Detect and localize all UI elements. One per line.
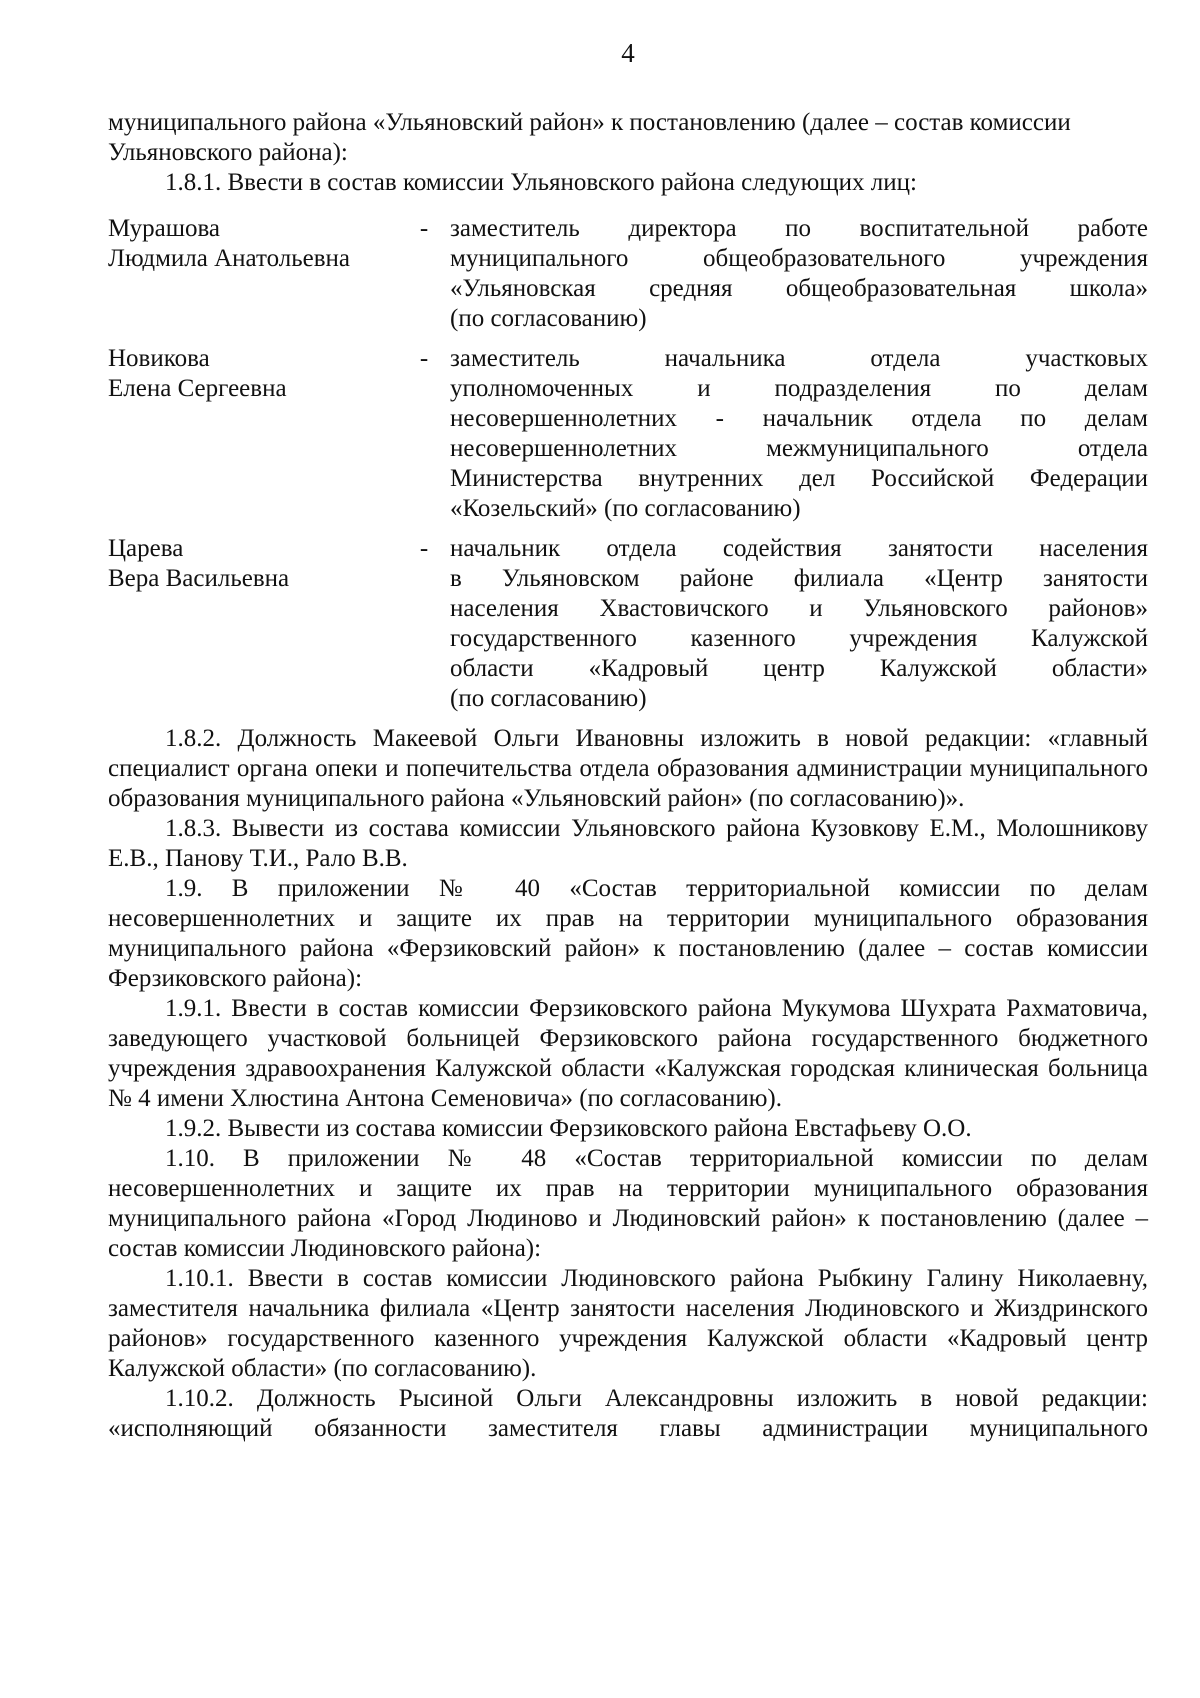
role-line: «Козельский» (по согласованию) xyxy=(450,495,801,522)
member-dash: - xyxy=(419,345,429,372)
member-surname: Царева xyxy=(108,535,184,562)
member-given-names: Елена Сергеевна xyxy=(108,375,287,402)
member-role xyxy=(450,344,1148,524)
clause-1-10-1: 1.10.1. Ввести в состав комиссии Людиновского района Рыбкину Галину Николаевну, заместителя начальника филиала «Центр занятости населения Людиновского и Жиздринского районов» государственного казенного учреждения Калужской области «Кадровый центр Калужской области» (по согласованию). xyxy=(108,1265,1148,1382)
role-line: муниципального общеобразовательного учреждения xyxy=(450,245,1148,272)
role-line: заместитель начальника отдела участковых xyxy=(450,345,1148,372)
clause-1-9-1: 1.9.1. Ввести в состав комиссии Ферзиковского района Мукумова Шухрата Рахматовича, заведующего участковой больницей Ферзиковского района государственного бюджетного учреждения здравоохранения Калужской области «Калужская городская клиническая больница № 4 имени Хлюстина Антона Семеновича» (по согласованию). xyxy=(108,995,1148,1112)
member-surname: Мурашова xyxy=(108,215,221,242)
member-dash: - xyxy=(419,535,429,562)
clause-1-10: 1.10. В приложении № 48 «Состав территориальной комиссии по делам несовершеннолетних и защите их прав на территории муниципального образования муниципального района «Город Людиново и Людиновский район» к постановлению (далее – состав комиссии Людиновского района): xyxy=(108,1145,1148,1262)
role-line: «Ульяновская средняя общеобразовательная школа» xyxy=(450,275,1148,302)
role-line: государственного казенного учреждения Калужской xyxy=(450,625,1148,652)
intro-line-1: муниципального района «Ульяновский район» к постановлению (далее – состав комиссии xyxy=(108,109,1071,136)
member-given-names: Людмила Анатольевна xyxy=(108,245,351,272)
member-role xyxy=(450,214,1148,334)
role-line: заместитель директора по воспитательной работе xyxy=(450,215,1148,242)
role-line: (по согласованию) xyxy=(450,305,647,332)
member-name xyxy=(108,214,408,274)
page-number: 4 xyxy=(621,38,635,68)
body-text xyxy=(108,724,1148,1444)
role-line: Министерства внутренних дел Российской Федерации xyxy=(450,465,1148,492)
member-name xyxy=(108,534,408,594)
clause-1-9-2: 1.9.2. Вывести из состава комиссии Ферзиковского района Евстафьеву О.О. xyxy=(165,1115,972,1142)
member-surname: Новикова xyxy=(108,345,210,372)
member-role xyxy=(450,534,1148,714)
role-line: (по согласованию) xyxy=(450,685,647,712)
member-name xyxy=(108,344,408,404)
role-line: области «Кадровый центр Калужской области» xyxy=(450,655,1148,682)
role-line: в Ульяновском районе филиала «Центр занятости xyxy=(450,565,1148,592)
member-dash: - xyxy=(419,215,429,242)
role-line: начальник отдела содействия занятости населения xyxy=(450,535,1148,562)
clause-1-10-2: 1.10.2. Должность Рысиной Ольги Александровны изложить в новой редакции: «исполняющий обязанности заместителя главы администрации муниципального xyxy=(108,1385,1148,1442)
role-line: уполномоченных и подразделения по делам xyxy=(450,375,1148,402)
intro-block xyxy=(108,108,1148,198)
intro-line-2: Ульяновского района): xyxy=(108,139,348,166)
member-given-names: Вера Васильевна xyxy=(108,565,290,592)
clause-1-8-3: 1.8.3. Вывести из состава комиссии Ульяновского района Кузовкову Е.М., Молошникову Е.В., Панову Т.И., Рало В.В. xyxy=(108,815,1148,872)
role-line: несовершеннолетних - начальник отдела по делам xyxy=(450,405,1148,432)
role-line: несовершеннолетних межмуниципального отдела xyxy=(450,435,1148,462)
role-line: населения Хвастовичского и Ульяновского районов» xyxy=(450,595,1148,622)
clause-1-9: 1.9. В приложении № 40 «Состав территориальной комиссии по делам несовершеннолетних и защите их прав на территории муниципального образования муниципального района «Ферзиковский район» к постановлению (далее – состав комиссии Ферзиковского района): xyxy=(108,875,1148,992)
clause-1-8-2: 1.8.2. Должность Макеевой Ольги Ивановны изложить в новой редакции: «главный специалист органа опеки и попечительства отдела образования администрации муниципального образования муниципального района «Ульяновский район» (по согласованию)». xyxy=(108,725,1148,812)
clause-1-8-1: 1.8.1. Ввести в состав комиссии Ульяновского района следующих лиц: xyxy=(165,169,917,196)
